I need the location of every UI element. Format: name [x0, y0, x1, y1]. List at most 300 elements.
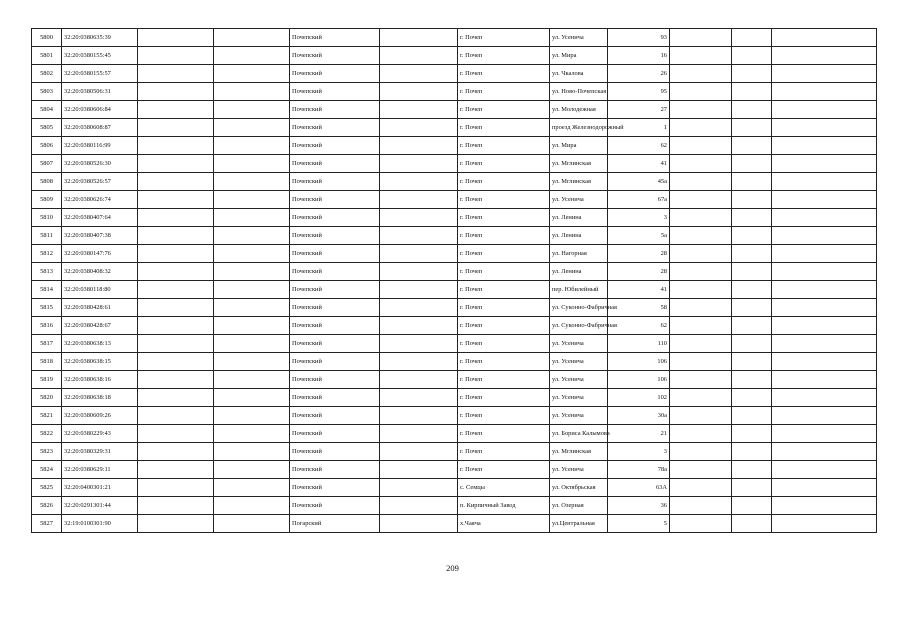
empty-cell — [772, 137, 877, 155]
cadastral-number-cell: 32:20:0380229:43 — [62, 425, 138, 443]
street-cell: пер. Юбилейный — [550, 281, 608, 299]
empty-cell — [732, 137, 772, 155]
empty-cell — [214, 281, 290, 299]
street-cell: ул. Мира — [550, 137, 608, 155]
district-cell: Почепский — [290, 263, 380, 281]
row-number-cell: 5817 — [32, 335, 62, 353]
empty-cell — [670, 101, 732, 119]
empty-cell — [380, 245, 458, 263]
cadastral-number-cell: 32:20:0380118:80 — [62, 281, 138, 299]
house-number-cell: 30а — [608, 407, 670, 425]
empty-cell — [380, 191, 458, 209]
house-number-cell: 93 — [608, 29, 670, 47]
empty-cell — [670, 335, 732, 353]
district-cell: Почепский — [290, 335, 380, 353]
empty-cell — [380, 29, 458, 47]
row-number-cell: 5815 — [32, 299, 62, 317]
house-number-cell: 62 — [608, 137, 670, 155]
settlement-cell: г. Почеп — [458, 425, 550, 443]
house-number-cell: 78а — [608, 461, 670, 479]
district-cell: Почепский — [290, 29, 380, 47]
row-number-cell: 5824 — [32, 461, 62, 479]
empty-cell — [670, 389, 732, 407]
empty-cell — [380, 443, 458, 461]
settlement-cell: г. Почеп — [458, 227, 550, 245]
empty-cell — [732, 83, 772, 101]
register-table — [31, 28, 877, 533]
settlement-cell: г. Почеп — [458, 299, 550, 317]
table-row — [32, 335, 877, 353]
table-row — [32, 47, 877, 65]
district-cell: Почепский — [290, 497, 380, 515]
empty-cell — [138, 173, 214, 191]
cadastral-number-cell: 32:20:0380638:16 — [62, 371, 138, 389]
cadastral-number-cell: 32:20:0380638:15 — [62, 353, 138, 371]
street-cell: ул. Нагорная — [550, 245, 608, 263]
empty-cell — [214, 335, 290, 353]
empty-cell — [214, 83, 290, 101]
cadastral-number-cell: 32:20:0380635:39 — [62, 29, 138, 47]
register-table-body — [32, 29, 877, 533]
cadastral-number-cell: 32:20:0380428:67 — [62, 317, 138, 335]
house-number-cell: 106 — [608, 353, 670, 371]
settlement-cell: г. Почеп — [458, 173, 550, 191]
table-row — [32, 83, 877, 101]
table-row — [32, 479, 877, 497]
row-number-cell: 5806 — [32, 137, 62, 155]
empty-cell — [214, 299, 290, 317]
empty-cell — [732, 263, 772, 281]
cadastral-number-cell: 32:20:0380506:31 — [62, 83, 138, 101]
settlement-cell: г. Почеп — [458, 389, 550, 407]
empty-cell — [772, 425, 877, 443]
empty-cell — [380, 65, 458, 83]
cadastral-number-cell: 32:19:0100301:90 — [62, 515, 138, 533]
empty-cell — [138, 407, 214, 425]
empty-cell — [732, 497, 772, 515]
house-number-cell: 102 — [608, 389, 670, 407]
row-number-cell: 5827 — [32, 515, 62, 533]
empty-cell — [670, 353, 732, 371]
empty-cell — [380, 317, 458, 335]
district-cell: Почепский — [290, 317, 380, 335]
cadastral-number-cell: 32:20:0380147:76 — [62, 245, 138, 263]
empty-cell — [380, 209, 458, 227]
cadastral-number-cell: 32:20:0380629:11 — [62, 461, 138, 479]
empty-cell — [670, 227, 732, 245]
empty-cell — [670, 317, 732, 335]
street-cell: ул. Усенича — [550, 29, 608, 47]
settlement-cell: г. Почеп — [458, 335, 550, 353]
empty-cell — [214, 263, 290, 281]
row-number-cell: 5807 — [32, 155, 62, 173]
empty-cell — [214, 209, 290, 227]
empty-cell — [214, 29, 290, 47]
table-row — [32, 281, 877, 299]
empty-cell — [772, 209, 877, 227]
district-cell: Почепский — [290, 461, 380, 479]
empty-cell — [732, 209, 772, 227]
empty-cell — [380, 119, 458, 137]
empty-cell — [772, 119, 877, 137]
empty-cell — [772, 65, 877, 83]
empty-cell — [380, 353, 458, 371]
street-cell: ул. Молодежная — [550, 101, 608, 119]
empty-cell — [732, 191, 772, 209]
empty-cell — [732, 461, 772, 479]
settlement-cell: г. Почеп — [458, 29, 550, 47]
settlement-cell: г. Почеп — [458, 155, 550, 173]
empty-cell — [138, 227, 214, 245]
empty-cell — [214, 515, 290, 533]
street-cell: ул. Усенича — [550, 371, 608, 389]
empty-cell — [214, 389, 290, 407]
empty-cell — [138, 65, 214, 83]
empty-cell — [380, 137, 458, 155]
street-cell: ул. Мглинская — [550, 173, 608, 191]
house-number-cell: 41 — [608, 281, 670, 299]
street-cell: ул.Центральная — [550, 515, 608, 533]
street-cell: проезд Железнодорожный — [550, 119, 608, 137]
empty-cell — [380, 281, 458, 299]
table-row — [32, 353, 877, 371]
empty-cell — [670, 443, 732, 461]
table-row — [32, 191, 877, 209]
empty-cell — [380, 389, 458, 407]
empty-cell — [214, 425, 290, 443]
house-number-cell: 27 — [608, 101, 670, 119]
street-cell: ул. Ленина — [550, 209, 608, 227]
street-cell: ул. Мглинская — [550, 155, 608, 173]
empty-cell — [214, 353, 290, 371]
house-number-cell: 26 — [608, 65, 670, 83]
empty-cell — [138, 263, 214, 281]
empty-cell — [670, 515, 732, 533]
district-cell: Почепский — [290, 47, 380, 65]
page-number: 209 — [446, 563, 459, 573]
empty-cell — [380, 101, 458, 119]
street-cell: ул. Суконно-Фабричная — [550, 299, 608, 317]
street-cell: ул. Усенича — [550, 335, 608, 353]
table-row — [32, 173, 877, 191]
district-cell: Почепский — [290, 191, 380, 209]
empty-cell — [732, 299, 772, 317]
house-number-cell: 110 — [608, 335, 670, 353]
empty-cell — [138, 461, 214, 479]
cadastral-number-cell: 32:20:0380606:84 — [62, 101, 138, 119]
empty-cell — [214, 245, 290, 263]
empty-cell — [772, 83, 877, 101]
district-cell: Почепский — [290, 209, 380, 227]
empty-cell — [670, 191, 732, 209]
empty-cell — [214, 227, 290, 245]
cadastral-number-cell: 32:20:0380428:61 — [62, 299, 138, 317]
empty-cell — [732, 371, 772, 389]
settlement-cell: г. Почеп — [458, 461, 550, 479]
cadastral-number-cell: 32:20:0400301:21 — [62, 479, 138, 497]
row-number-cell: 5805 — [32, 119, 62, 137]
empty-cell — [380, 371, 458, 389]
district-cell: Почепский — [290, 101, 380, 119]
settlement-cell: г. Почеп — [458, 263, 550, 281]
row-number-cell: 5816 — [32, 317, 62, 335]
empty-cell — [214, 137, 290, 155]
district-cell: Почепский — [290, 173, 380, 191]
street-cell: ул. Суконно-Фабричная — [550, 317, 608, 335]
settlement-cell: г. Почеп — [458, 101, 550, 119]
cadastral-number-cell: 32:20:0291301:44 — [62, 497, 138, 515]
table-row — [32, 389, 877, 407]
cadastral-number-cell: 32:20:0380407:38 — [62, 227, 138, 245]
row-number-cell: 5809 — [32, 191, 62, 209]
empty-cell — [670, 245, 732, 263]
house-number-cell: 58 — [608, 299, 670, 317]
house-number-cell: 3 — [608, 209, 670, 227]
street-cell: ул. Чкалова — [550, 65, 608, 83]
row-number-cell: 5823 — [32, 443, 62, 461]
house-number-cell: 5а — [608, 227, 670, 245]
cadastral-number-cell: 32:20:0380329:31 — [62, 443, 138, 461]
empty-cell — [772, 479, 877, 497]
house-number-cell: 63А — [608, 479, 670, 497]
empty-cell — [670, 173, 732, 191]
district-cell: Почепский — [290, 281, 380, 299]
empty-cell — [138, 515, 214, 533]
district-cell: Почепский — [290, 65, 380, 83]
cadastral-number-cell: 32:20:0380116:99 — [62, 137, 138, 155]
cadastral-number-cell: 32:20:0380155:57 — [62, 65, 138, 83]
empty-cell — [772, 497, 877, 515]
table-row — [32, 245, 877, 263]
house-number-cell: 95 — [608, 83, 670, 101]
street-cell: ул. Усенича — [550, 407, 608, 425]
cadastral-number-cell: 32:20:0380408:32 — [62, 263, 138, 281]
row-number-cell: 5810 — [32, 209, 62, 227]
empty-cell — [772, 191, 877, 209]
table-row — [32, 497, 877, 515]
empty-cell — [772, 443, 877, 461]
row-number-cell: 5825 — [32, 479, 62, 497]
district-cell: Почепский — [290, 353, 380, 371]
empty-cell — [138, 209, 214, 227]
empty-cell — [732, 335, 772, 353]
house-number-cell: 106 — [608, 371, 670, 389]
empty-cell — [732, 281, 772, 299]
empty-cell — [380, 155, 458, 173]
district-cell: Погарский — [290, 515, 380, 533]
empty-cell — [380, 515, 458, 533]
empty-cell — [732, 227, 772, 245]
empty-cell — [138, 299, 214, 317]
empty-cell — [380, 47, 458, 65]
empty-cell — [732, 317, 772, 335]
empty-cell — [772, 389, 877, 407]
street-cell: ул. Усенича — [550, 191, 608, 209]
district-cell: Почепский — [290, 155, 380, 173]
empty-cell — [732, 101, 772, 119]
street-cell: ул. Усенича — [550, 353, 608, 371]
empty-cell — [214, 479, 290, 497]
district-cell: Почепский — [290, 389, 380, 407]
district-cell: Почепский — [290, 443, 380, 461]
settlement-cell: п. Кирпичный Завод — [458, 497, 550, 515]
row-number-cell: 5818 — [32, 353, 62, 371]
street-cell: ул. Ленина — [550, 227, 608, 245]
house-number-cell: 3 — [608, 443, 670, 461]
empty-cell — [380, 83, 458, 101]
empty-cell — [138, 191, 214, 209]
settlement-cell: г. Почеп — [458, 407, 550, 425]
table-row — [32, 443, 877, 461]
empty-cell — [772, 371, 877, 389]
table-row — [32, 317, 877, 335]
empty-cell — [772, 155, 877, 173]
empty-cell — [670, 299, 732, 317]
row-number-cell: 5812 — [32, 245, 62, 263]
empty-cell — [380, 263, 458, 281]
district-cell: Почепский — [290, 245, 380, 263]
empty-cell — [732, 443, 772, 461]
settlement-cell: г. Почеп — [458, 245, 550, 263]
table-row — [32, 227, 877, 245]
empty-cell — [138, 281, 214, 299]
empty-cell — [670, 137, 732, 155]
empty-cell — [670, 479, 732, 497]
settlement-cell: г. Почеп — [458, 443, 550, 461]
empty-cell — [732, 155, 772, 173]
empty-cell — [670, 47, 732, 65]
settlement-cell: г. Почеп — [458, 83, 550, 101]
empty-cell — [772, 317, 877, 335]
settlement-cell: г. Почеп — [458, 65, 550, 83]
empty-cell — [138, 137, 214, 155]
settlement-cell: г. Почеп — [458, 281, 550, 299]
house-number-cell: 45а — [608, 173, 670, 191]
empty-cell — [380, 425, 458, 443]
empty-cell — [772, 335, 877, 353]
settlement-cell: г. Почеп — [458, 119, 550, 137]
cadastral-number-cell: 32:20:0380407:64 — [62, 209, 138, 227]
street-cell: ул. Ново-Почепская — [550, 83, 608, 101]
empty-cell — [138, 425, 214, 443]
empty-cell — [670, 65, 732, 83]
empty-cell — [380, 407, 458, 425]
empty-cell — [380, 479, 458, 497]
empty-cell — [670, 119, 732, 137]
settlement-cell: г. Почеп — [458, 371, 550, 389]
empty-cell — [380, 497, 458, 515]
table-row — [32, 137, 877, 155]
empty-cell — [214, 317, 290, 335]
empty-cell — [138, 83, 214, 101]
table-row — [32, 29, 877, 47]
empty-cell — [772, 407, 877, 425]
house-number-cell: 62 — [608, 317, 670, 335]
empty-cell — [380, 299, 458, 317]
table-row — [32, 263, 877, 281]
street-cell: ул. Усенича — [550, 389, 608, 407]
empty-cell — [138, 389, 214, 407]
street-cell: ул. Усенича — [550, 461, 608, 479]
empty-cell — [214, 101, 290, 119]
empty-cell — [214, 65, 290, 83]
empty-cell — [732, 389, 772, 407]
empty-cell — [138, 479, 214, 497]
house-number-cell: 16 — [608, 47, 670, 65]
empty-cell — [214, 371, 290, 389]
empty-cell — [732, 65, 772, 83]
row-number-cell: 5821 — [32, 407, 62, 425]
house-number-cell: 28 — [608, 245, 670, 263]
table-row — [32, 299, 877, 317]
empty-cell — [772, 227, 877, 245]
row-number-cell: 5801 — [32, 47, 62, 65]
empty-cell — [670, 425, 732, 443]
empty-cell — [670, 281, 732, 299]
empty-cell — [214, 119, 290, 137]
empty-cell — [214, 407, 290, 425]
empty-cell — [772, 101, 877, 119]
street-cell: ул. Бориса Калымова — [550, 425, 608, 443]
table-row — [32, 425, 877, 443]
district-cell: Почепский — [290, 371, 380, 389]
settlement-cell: г. Почеп — [458, 209, 550, 227]
empty-cell — [138, 443, 214, 461]
empty-cell — [380, 335, 458, 353]
district-cell: Почепский — [290, 227, 380, 245]
empty-cell — [214, 497, 290, 515]
street-cell: ул. Озерная — [550, 497, 608, 515]
district-cell: Почепский — [290, 425, 380, 443]
row-number-cell: 5820 — [32, 389, 62, 407]
settlement-cell: г. Почеп — [458, 47, 550, 65]
district-cell: Почепский — [290, 407, 380, 425]
empty-cell — [772, 299, 877, 317]
empty-cell — [138, 245, 214, 263]
table-row — [32, 209, 877, 227]
table-row — [32, 461, 877, 479]
empty-cell — [138, 371, 214, 389]
street-cell: ул. Ленина — [550, 263, 608, 281]
empty-cell — [214, 443, 290, 461]
cadastral-number-cell: 32:20:0380638:13 — [62, 335, 138, 353]
empty-cell — [380, 173, 458, 191]
empty-cell — [214, 155, 290, 173]
district-cell: Почепский — [290, 299, 380, 317]
empty-cell — [138, 497, 214, 515]
empty-cell — [670, 209, 732, 227]
district-cell: Почепский — [290, 83, 380, 101]
house-number-cell: 5 — [608, 515, 670, 533]
empty-cell — [138, 101, 214, 119]
cadastral-number-cell: 32:20:0380609:26 — [62, 407, 138, 425]
empty-cell — [138, 155, 214, 173]
table-row — [32, 155, 877, 173]
house-number-cell: 21 — [608, 425, 670, 443]
settlement-cell: г. Почеп — [458, 191, 550, 209]
empty-cell — [214, 47, 290, 65]
row-number-cell: 5826 — [32, 497, 62, 515]
house-number-cell: 36 — [608, 497, 670, 515]
table-row — [32, 407, 877, 425]
house-number-cell: 28 — [608, 263, 670, 281]
empty-cell — [138, 317, 214, 335]
row-number-cell: 5808 — [32, 173, 62, 191]
row-number-cell: 5804 — [32, 101, 62, 119]
empty-cell — [214, 461, 290, 479]
empty-cell — [670, 155, 732, 173]
empty-cell — [732, 353, 772, 371]
